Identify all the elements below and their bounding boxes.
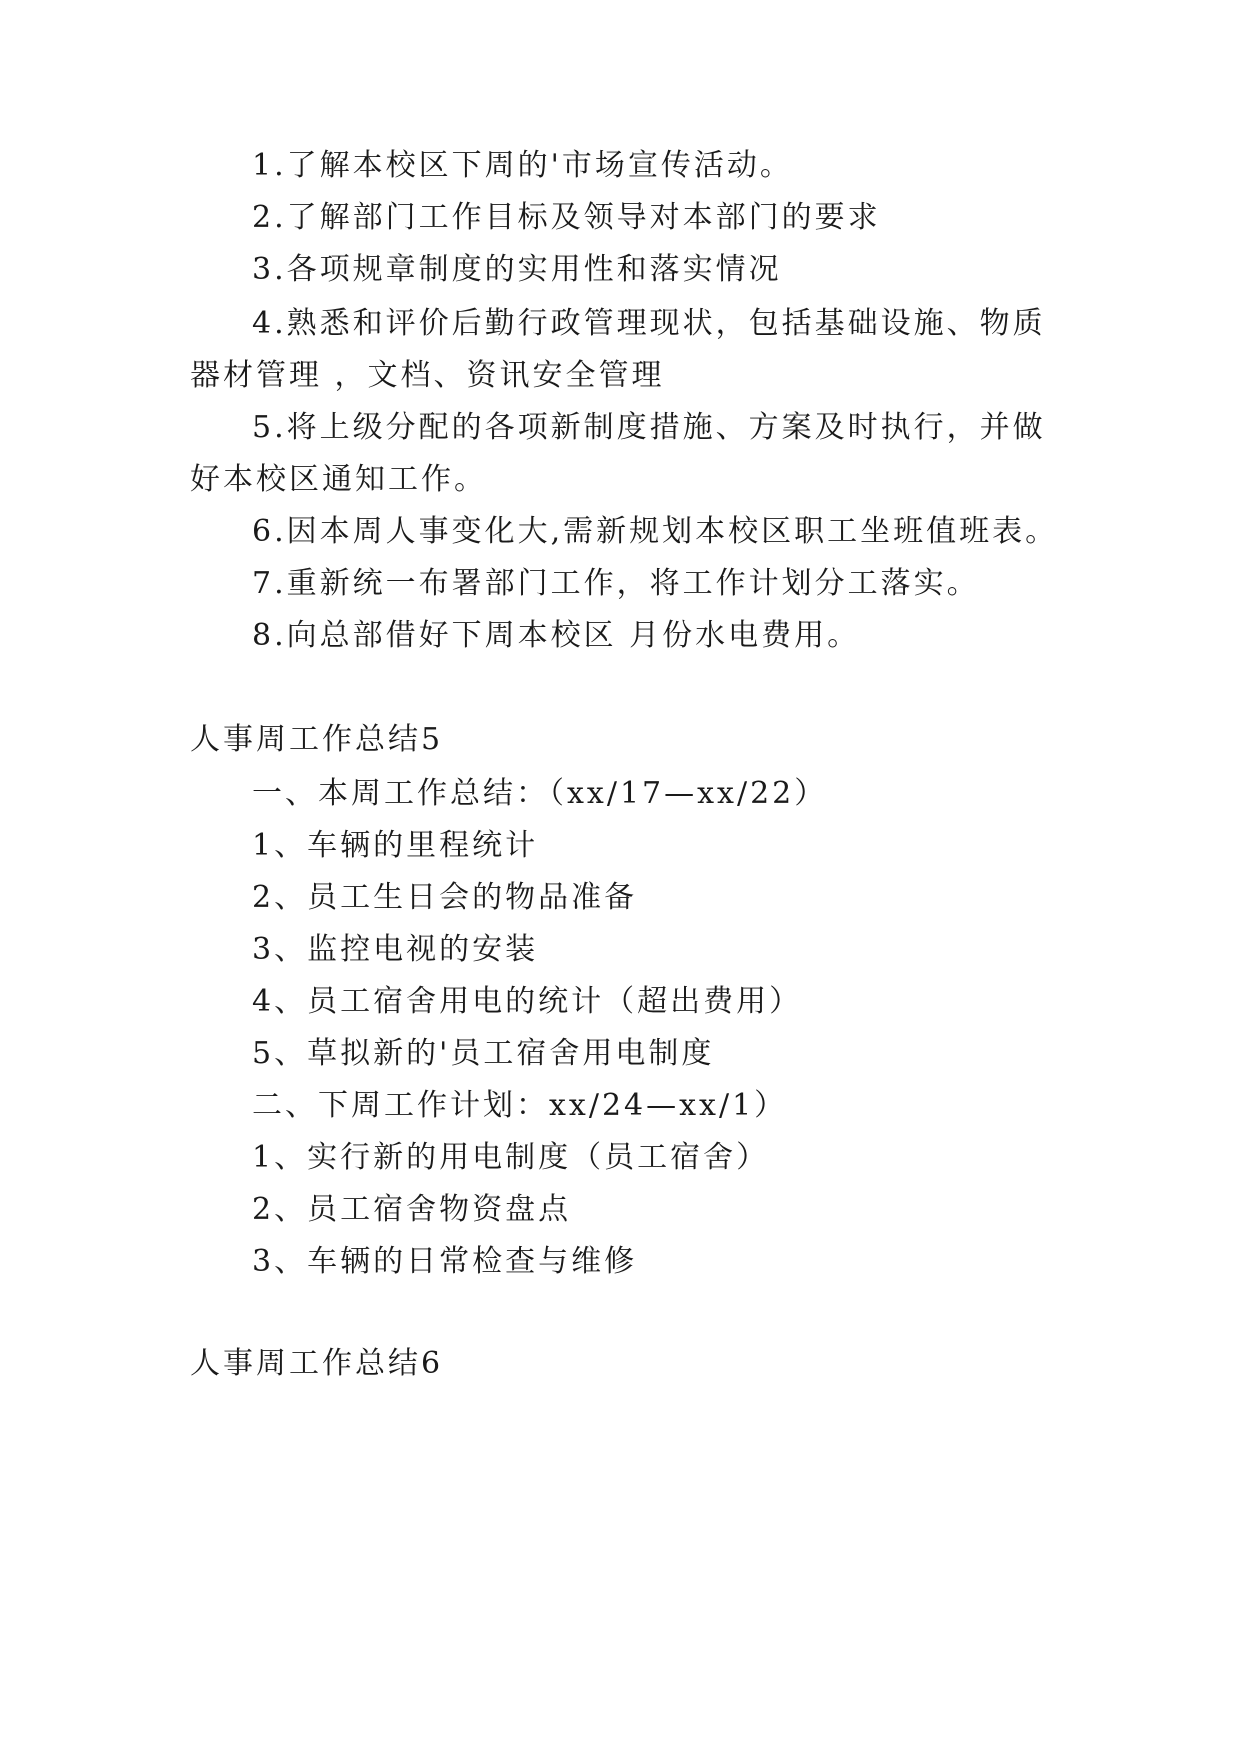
list-item: 2、员工宿舍物资盘点 (252, 1192, 572, 1227)
list-item: 1.了解本校区下周的'市场宣传活动。 (252, 148, 793, 183)
list-item: 5.将上级分配的各项新制度措施、方案及时执行，并做 (252, 410, 1046, 445)
list-item: 3、监控电视的安装 (252, 932, 539, 967)
subsection-heading: 二、下周工作计划：xx/24—xx/1） (252, 1088, 788, 1123)
list-item: 1、实行新的用电制度（员工宿舍） (252, 1140, 770, 1175)
list-item: 5、草拟新的'员工宿舍用电制度 (252, 1036, 715, 1071)
list-item: 8.向总部借好下周本校区 月份水电费用。 (252, 618, 861, 653)
list-item: 2、员工生日会的物品准备 (252, 880, 638, 915)
list-item-continuation: 好本校区通知工作。 (190, 462, 487, 497)
section-heading: 人事周工作总结5 (190, 722, 444, 757)
list-item: 1、车辆的里程统计 (252, 828, 539, 863)
list-item: 2.了解部门工作目标及领导对本部门的要求 (252, 200, 881, 235)
list-item: 7.重新统一布署部门工作，将工作计划分工落实。 (252, 566, 980, 601)
list-item: 4、员工宿舍用电的统计（超出费用） (252, 984, 803, 1019)
list-item-continuation: 器材管理 ，文档、资讯安全管理 (190, 358, 665, 393)
list-item: 3.各项规章制度的实用性和落实情况 (252, 252, 782, 287)
subsection-heading: 一、本周工作总结：（xx/17—xx/22） (252, 776, 828, 811)
list-item: 4.熟悉和评价后勤行政管理现状，包括基础设施、物质 (252, 306, 1046, 341)
list-item: 3、车辆的日常检查与维修 (252, 1244, 638, 1279)
list-item: 6.因本周人事变化大,需新规划本校区职工坐班值班表。 (252, 514, 1059, 549)
section-heading: 人事周工作总结6 (190, 1346, 444, 1381)
